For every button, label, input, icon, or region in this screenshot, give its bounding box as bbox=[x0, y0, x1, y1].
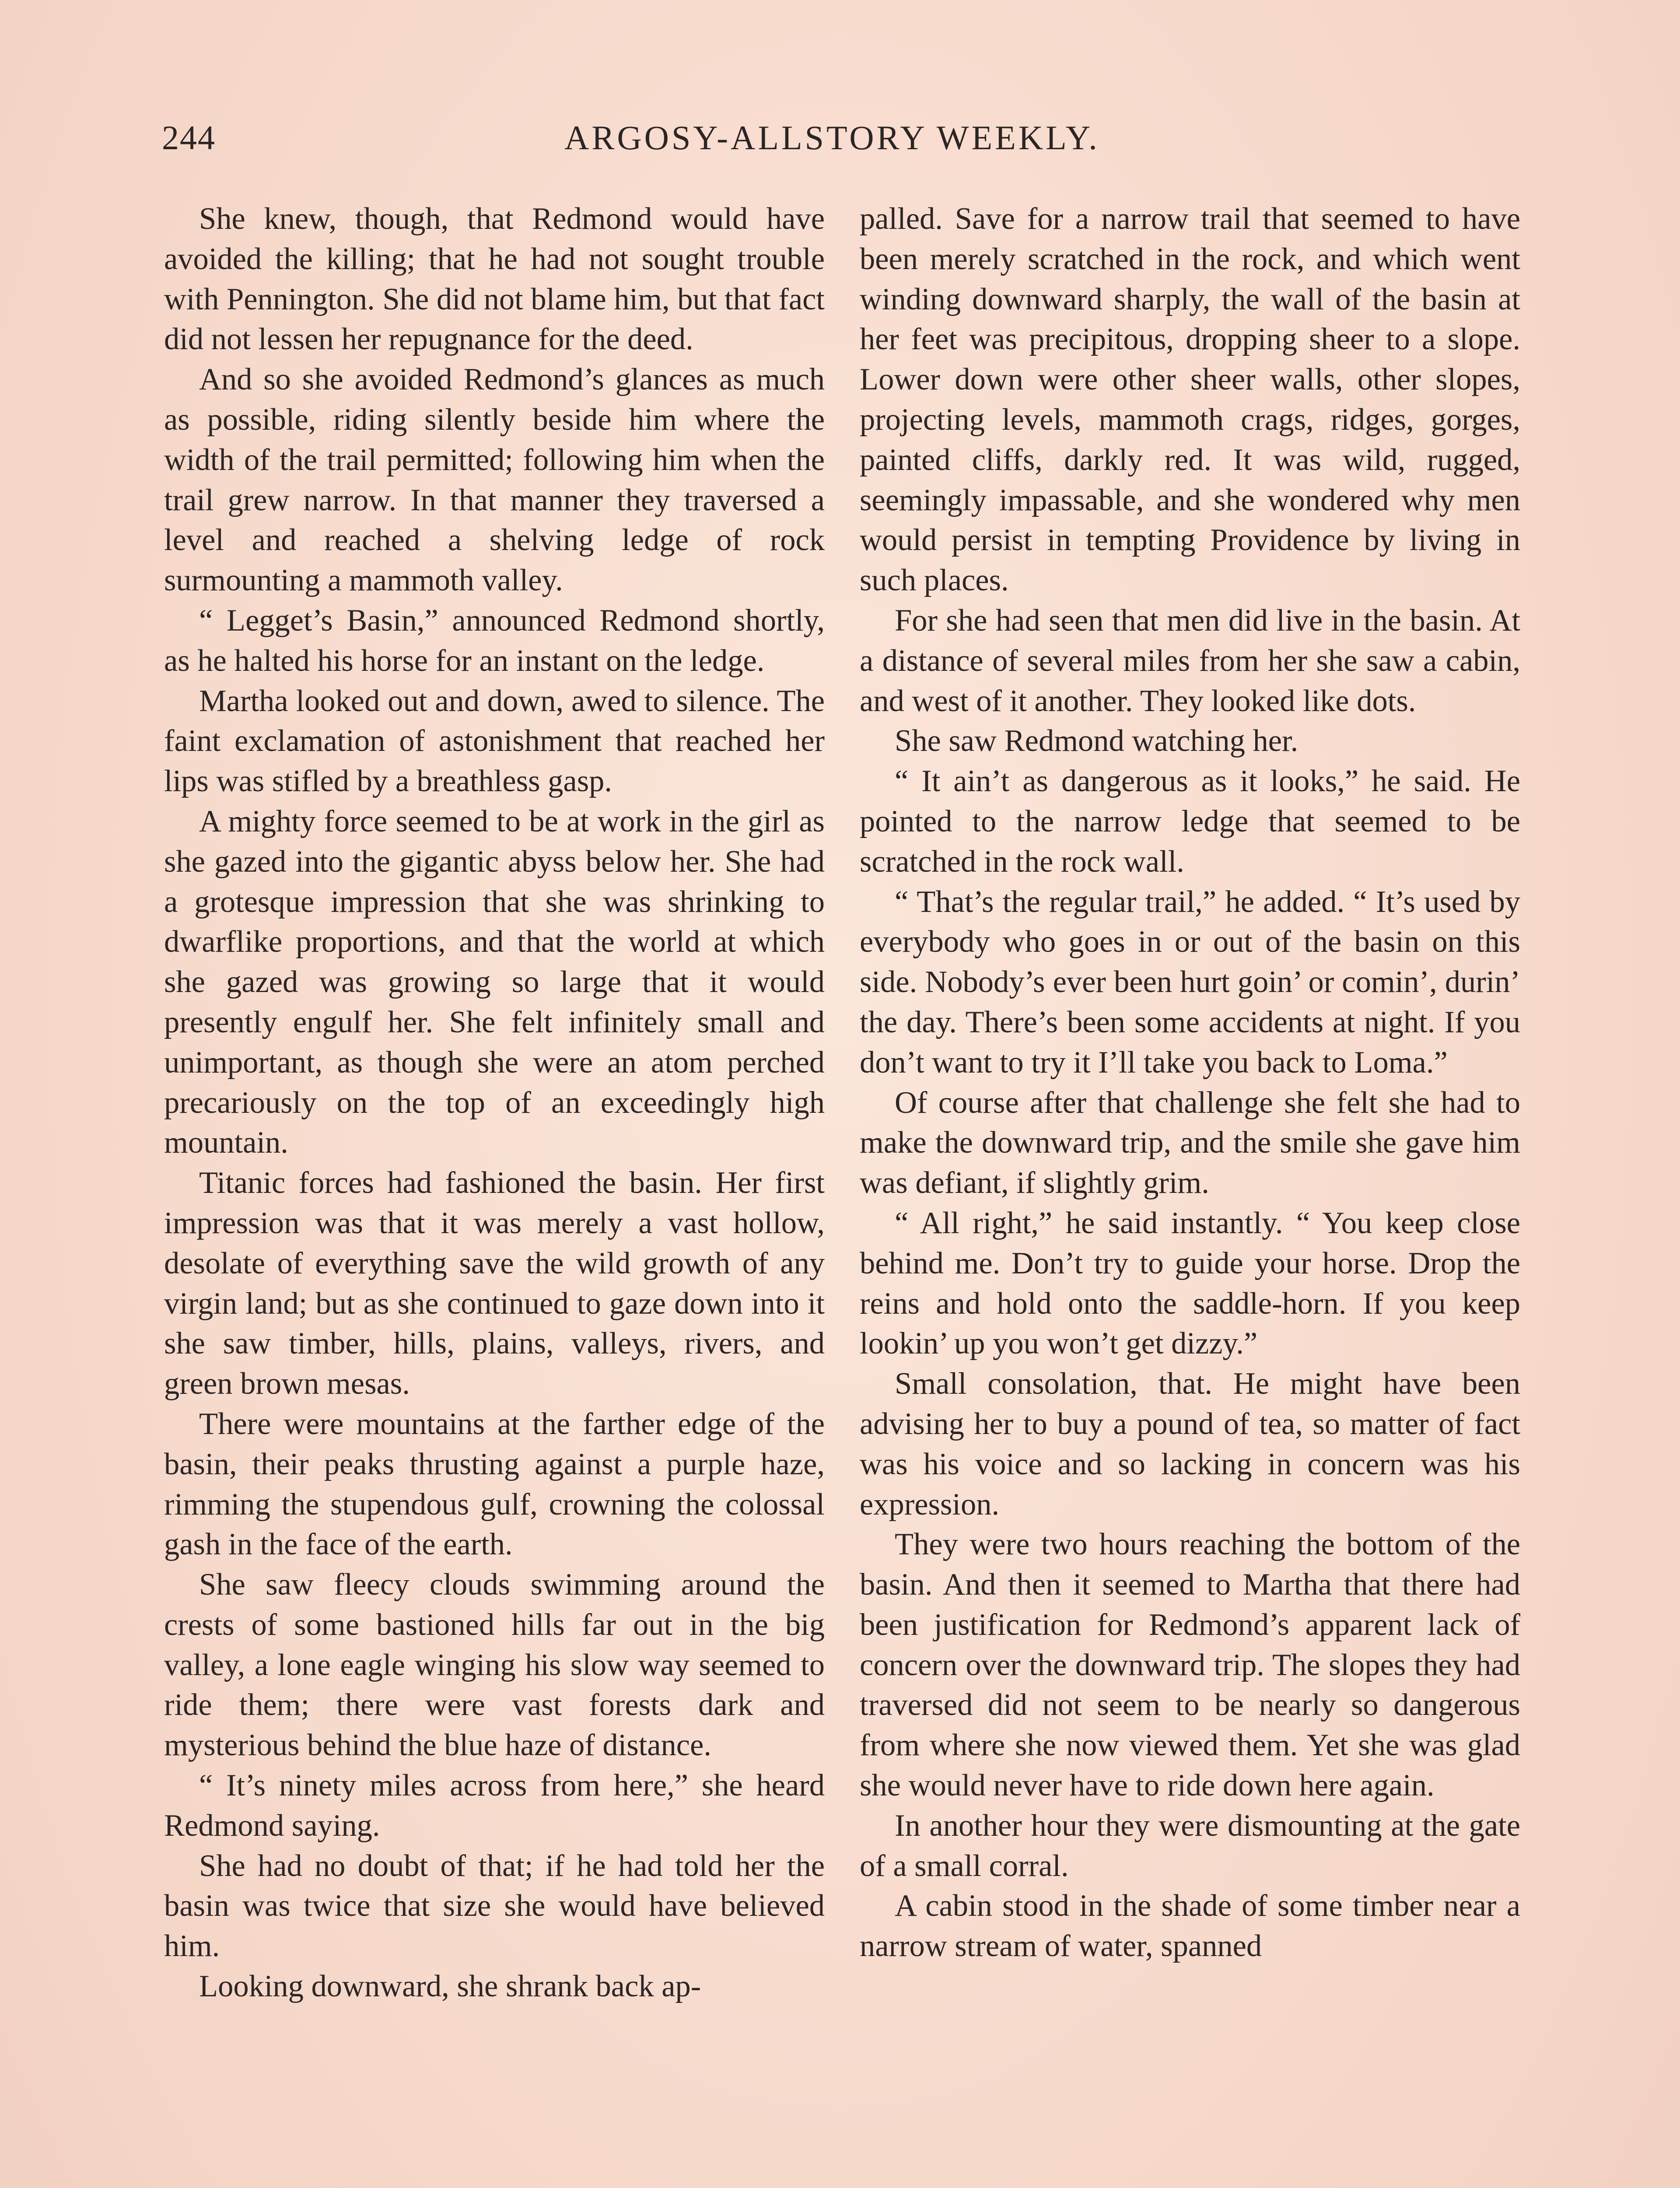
paragraph: And so she avoided Redmond’s glances as much as possible, riding silently beside him where the width of the trail permitted; following him when the trail grew narrow. In that manner they traversed a level and reached a shelving ledge of rock surmounting a mammoth valley. bbox=[164, 362, 825, 598]
page-number: 244 bbox=[162, 119, 216, 157]
paragraph: In another hour they were dismounting at the gate of a small corral. bbox=[860, 1808, 1520, 1883]
paragraph: Martha looked out and down, awed to silence. The faint exclamation of astonishment that reached her lips was stifled by a breathless gasp. bbox=[164, 684, 825, 799]
paragraph: They were two hours reaching the bottom of the basin. And then it seemed to Martha that there had been justification for Redmond’s apparent lack of concern over the downward trip. The slopes they had traversed did not seem to be nearly so dangerous from where she now viewed them. Yet she was glad she would never have to ride down here again. bbox=[860, 1527, 1520, 1803]
paragraph: Of course after that challenge she felt she had to make the downward trip, and the smile she gave him was defiant, if slightly grim. bbox=[860, 1085, 1520, 1200]
paragraph: A mighty force seemed to be at work in the girl as she gazed into the gigantic abyss below her. She had a grotesque impression that she was shrinking to dwarflike proportions, and that the world at which she gazed was growing so large that it would presently engulf her. She felt infinitely small and unimportant, as though she were an atom perched precariously on the top of an exceedingly high mountain. bbox=[164, 804, 825, 1160]
paragraph: “ All right,” he said instantly. “ You keep close behind me. Don’t try to guide your horse. Drop the reins and hold onto the saddle-horn. If you keep lookin’ up you won’t get dizzy.” bbox=[860, 1206, 1520, 1361]
paragraph: For she had seen that men did live in the basin. At a distance of several miles from her she saw a cabin, and west of it another. They looked like dots. bbox=[860, 603, 1520, 718]
paragraph: “ It ain’t as dangerous as it looks,” he said. He pointed to the narrow ledge that seemed to be scratched in the rock wall. bbox=[860, 764, 1520, 879]
paragraph: There were mountains at the farther edge of the basin, their peaks thrusting against a purple haze, rimming the stupendous gulf, crowning the colossal gash in the face of the earth. bbox=[164, 1406, 825, 1562]
magazine-title: ARGOSY-ALLSTORY WEEKLY. bbox=[564, 119, 1100, 157]
paragraph: “ Legget’s Basin,” announced Redmond shortly, as he halted his horse for an instant on the ledge. bbox=[164, 603, 825, 678]
paragraph-continued: palled. Save for a narrow trail that seemed to have been merely scratched in the rock, and which went winding downward sharply, the wall of the basin at her feet was precipitous, dropping sheer to a slope. Lower down were other sheer walls, other slopes, projecting levels, mammoth crags, ridges, gorges, painted cliffs, darkly red. It was wild, rugged, seemingly impassable, and she wondered why men would persist in tempting Providence by living in such places. bbox=[860, 202, 1520, 598]
left-column bbox=[164, 199, 825, 2007]
paragraph: Titanic forces had fashioned the basin. Her first impression was that it was merely a vast hollow, desolate of everything save the wild growth of any virgin land; but as she continued to gaze down into it she saw timber, hills, plains, valleys, rivers, and green brown mesas. bbox=[164, 1166, 825, 1401]
paragraph: She saw fleecy clouds swimming around the crests of some bastioned hills far out in the big valley, a lone eagle winging his slow way seemed to ride them; there were vast forests dark and mysterious behind the blue haze of distance. bbox=[164, 1567, 825, 1763]
running-head bbox=[162, 118, 1124, 166]
paragraph: “ It’s ninety miles across from here,” she heard Redmond saying. bbox=[164, 1768, 825, 1843]
paragraph: She had no doubt of that; if he had told her the basin was twice that size she would have believed him. bbox=[164, 1848, 825, 1964]
paragraph: “ That’s the regular trail,” he added. “ It’s used by everybody who goes in or out of the basin on this side. Nobody’s ever been hurt goin’ or comin’, durin’ the day. There’s been some accidents at night. If you don’t want to try it I’ll take you back to Loma.” bbox=[860, 884, 1520, 1080]
paragraph: A cabin stood in the shade of some timber near a narrow stream of water, spanned bbox=[860, 1889, 1520, 1964]
paragraph: She knew, though, that Redmond would have avoided the killing; that he had not sought trouble with Pennington. She did not blame him, but that fact did not lessen her repugnance for the deed. bbox=[164, 202, 825, 357]
right-column bbox=[860, 199, 1520, 1967]
paragraph: Looking downward, she shrank back ap- bbox=[199, 1969, 701, 2004]
paragraph: She saw Redmond watching her. bbox=[895, 724, 1298, 758]
paragraph: Small consolation, that. He might have been advising her to buy a pound of tea, so matter of fact was his voice and so lacking in concern was his expression. bbox=[860, 1367, 1520, 1522]
